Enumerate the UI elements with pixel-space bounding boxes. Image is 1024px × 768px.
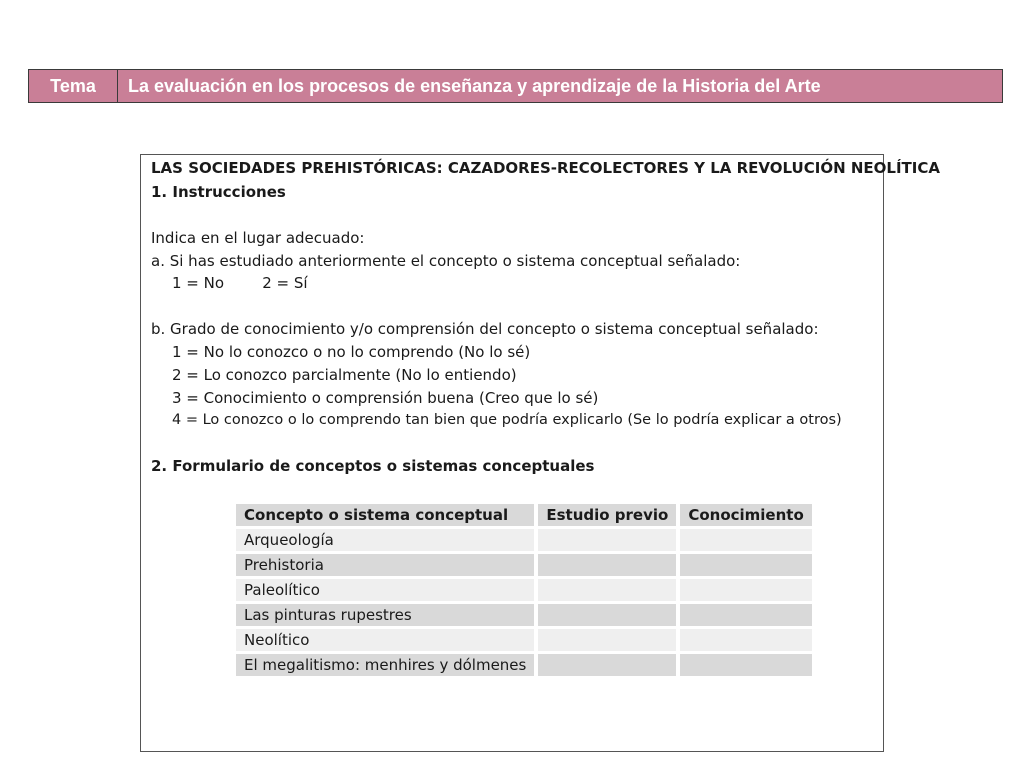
table-row <box>236 604 812 626</box>
previous-study-cell[interactable] <box>538 629 676 651</box>
instruction-b-option-1: 1 = No lo conozco o no lo comprendo (No lo sé) <box>172 343 531 361</box>
instruction-b-option-3: 3 = Conocimiento o comprensión buena (Creo que lo sé) <box>172 389 599 407</box>
section-form-heading: 2. Formulario de conceptos o sistemas conceptuales <box>151 457 595 475</box>
instruction-a: a. Si has estudiado anteriormente el concepto o sistema conceptual señalado: <box>151 252 741 270</box>
knowledge-cell[interactable] <box>680 529 811 551</box>
knowledge-cell[interactable] <box>680 629 811 651</box>
instruction-b-option-4: 4 = Lo conozco o lo comprendo tan bien que podría explicarlo (Se lo podría explicar a otros) <box>172 412 842 428</box>
table-row <box>236 554 812 576</box>
knowledge-cell[interactable] <box>680 654 811 676</box>
previous-study-cell[interactable] <box>538 604 676 626</box>
table-header-row <box>236 504 812 526</box>
concept-cell: Paleolítico <box>236 579 534 601</box>
instruction-b-option-2: 2 = Lo conozco parcialmente (No lo entiendo) <box>172 366 517 384</box>
instruction-a-options: 1 = No 2 = Sí <box>172 274 308 292</box>
topic-title: La evaluación en los procesos de enseñanza y aprendizaje de la Historia del Arte <box>128 75 821 96</box>
concepts-form-table <box>232 501 816 679</box>
column-header-knowledge: Conocimiento <box>680 504 811 526</box>
concept-cell: Neolítico <box>236 629 534 651</box>
concept-cell: Arqueología <box>236 529 534 551</box>
document-title: LAS SOCIEDADES PREHISTÓRICAS: CAZADORES-RECOLECTORES Y LA REVOLUCIÓN NEOLÍTICA <box>151 159 940 177</box>
previous-study-cell[interactable] <box>538 554 676 576</box>
concept-cell: Prehistoria <box>236 554 534 576</box>
previous-study-cell[interactable] <box>538 654 676 676</box>
knowledge-cell[interactable] <box>680 579 811 601</box>
knowledge-cell[interactable] <box>680 554 811 576</box>
column-header-concept: Concepto o sistema conceptual <box>236 504 534 526</box>
instructions-intro: Indica en el lugar adecuado: <box>151 229 365 247</box>
table-row <box>236 629 812 651</box>
table-row <box>236 654 812 676</box>
table-row <box>236 529 812 551</box>
previous-study-cell[interactable] <box>538 579 676 601</box>
instruction-b: b. Grado de conocimiento y/o comprensión del concepto o sistema conceptual señalado: <box>151 320 819 338</box>
topic-label: Tema <box>29 70 118 102</box>
concept-cell: El megalitismo: menhires y dólmenes <box>236 654 534 676</box>
section-instructions-heading: 1. Instrucciones <box>151 183 286 201</box>
topic-header-bar <box>28 69 1003 103</box>
column-header-previous-study: Estudio previo <box>538 504 676 526</box>
concept-cell: Las pinturas rupestres <box>236 604 534 626</box>
knowledge-cell[interactable] <box>680 604 811 626</box>
questionnaire-document <box>140 154 940 752</box>
previous-study-cell[interactable] <box>538 529 676 551</box>
table-row <box>236 579 812 601</box>
